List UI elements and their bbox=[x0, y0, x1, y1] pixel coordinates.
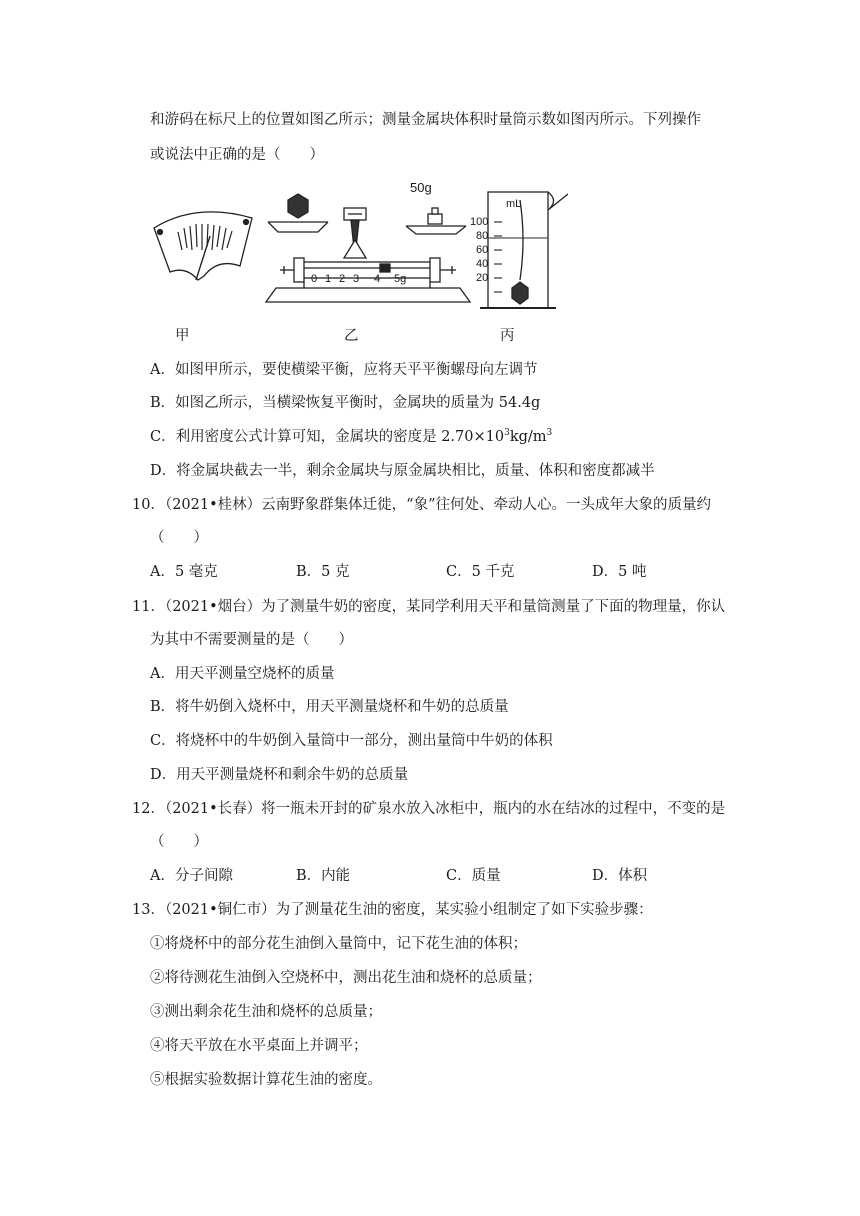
q11-option-d: D．用天平测量烧杯和剩余牛奶的总质量 bbox=[150, 767, 409, 783]
q9-figure bbox=[148, 180, 568, 350]
scale-tick: 3 bbox=[353, 273, 360, 285]
caption-jia: 甲 bbox=[175, 328, 190, 344]
q12-stem-line1: 12．（2021•长春）将一瓶未开封的矿泉水放入冰柜中，瓶内的水在结冰的过程中，不变的是 bbox=[132, 801, 726, 817]
figure-jia-pointer-scale bbox=[154, 212, 252, 280]
q10-option: D．5 吨 bbox=[592, 564, 647, 580]
q9-option-a: A．如图甲所示，要使横梁平衡，应将天平平衡螺母向左调节 bbox=[150, 362, 538, 378]
q13-step: ③测出剩余花生油和烧杯的总质量； bbox=[150, 1004, 382, 1020]
q13-step: ①将烧杯中的部分花生油倒入量筒中，记下花生油的体积； bbox=[150, 936, 527, 952]
cylinder-tick: 60 bbox=[476, 244, 489, 256]
q12-option: A．分子间隙 bbox=[150, 868, 233, 884]
q12-options bbox=[150, 866, 750, 886]
q9-option-c-unit-exponent: 3 bbox=[546, 428, 553, 438]
q12-option: B．内能 bbox=[296, 868, 351, 884]
q9-option-b: B．如图乙所示，当横梁恢复平衡时，金属块的质量为 54.4g bbox=[150, 395, 541, 411]
caption-yi: 乙 bbox=[344, 328, 359, 344]
scale-tick: 1 bbox=[325, 273, 332, 285]
q10-options bbox=[150, 562, 750, 582]
weight-label: 50g bbox=[410, 180, 432, 195]
q9-option-c bbox=[150, 427, 552, 447]
q10-option: A．5 毫克 bbox=[150, 564, 218, 580]
q11-option-b: B．将牛奶倒入烧杯中，用天平测量烧杯和牛奶的总质量 bbox=[150, 699, 509, 715]
cylinder-tick: 40 bbox=[476, 258, 489, 270]
q9-option-d: D．将金属块截去一半，剩余金属块与原金属块相比，质量、体积和密度都减半 bbox=[150, 463, 655, 479]
cylinder-unit: mL bbox=[506, 198, 522, 210]
scale-tick: 2 bbox=[339, 273, 346, 285]
figure-yi-balance bbox=[266, 194, 470, 302]
scale-tick: 4 bbox=[374, 273, 381, 285]
balance-figures bbox=[148, 180, 568, 350]
q11-stem-line1: 11．（2021•烟台）为了测量牛奶的密度，某同学利用天平和量筒测量了下面的物理量，你认 bbox=[132, 599, 726, 615]
q9-stem-line1: 和游码在标尺上的位置如图乙所示；测量金属块体积时量筒示数如图丙所示。下列操作 bbox=[150, 112, 701, 128]
q9-stem-line2: 或说法中正确的是（ ） bbox=[150, 147, 324, 163]
q10-stem-line2: （ ） bbox=[150, 530, 208, 546]
figure-bing-cylinder bbox=[480, 192, 568, 308]
cylinder-tick: 20 bbox=[476, 272, 489, 284]
q11-stem-line2: 为其中不需要测量的是（ ） bbox=[150, 632, 353, 648]
q12-option: D．体积 bbox=[592, 868, 648, 884]
caption-bing: 丙 bbox=[500, 328, 515, 344]
q13-stem-line1: 13．（2021•铜仁市）为了测量花生油的密度，某实验小组制定了如下实验步骤： bbox=[132, 902, 653, 918]
cylinder-tick: 80 bbox=[476, 230, 489, 242]
q11-option-a: A．用天平测量空烧杯的质量 bbox=[150, 666, 335, 682]
q9-option-c-exponent: 3 bbox=[504, 428, 510, 438]
q13-step: ②将待测花生油倒入空烧杯中，测出花生油和烧杯的总质量； bbox=[150, 970, 542, 986]
q12-option: C．质量 bbox=[446, 868, 501, 884]
cylinder-tick: 100 bbox=[470, 216, 489, 228]
q13-step: ⑤根据实验数据计算花生油的密度。 bbox=[150, 1072, 382, 1088]
q10-option: C．5 千克 bbox=[446, 564, 515, 580]
q13-step: ④将天平放在水平桌面上并调平； bbox=[150, 1038, 368, 1054]
q11-option-c: C．将烧杯中的牛奶倒入量筒中一部分，测出量筒中牛奶的体积 bbox=[150, 733, 553, 749]
scale-tick: 5g bbox=[394, 273, 407, 285]
q10-option: B．5 克 bbox=[296, 564, 350, 580]
q9-option-c-unit: kg/m bbox=[509, 429, 547, 445]
q10-stem-line1: 10．（2021•桂林）云南野象群集体迁徙，“象”往何处、牵动人心。一头成年大象的质量约 bbox=[132, 497, 711, 513]
scale-tick: 0 bbox=[311, 273, 318, 285]
q12-stem-line2: （ ） bbox=[150, 834, 208, 850]
q9-option-c-text: C．利用密度公式计算可知，金属块的密度是 2.70×10 bbox=[150, 429, 505, 445]
